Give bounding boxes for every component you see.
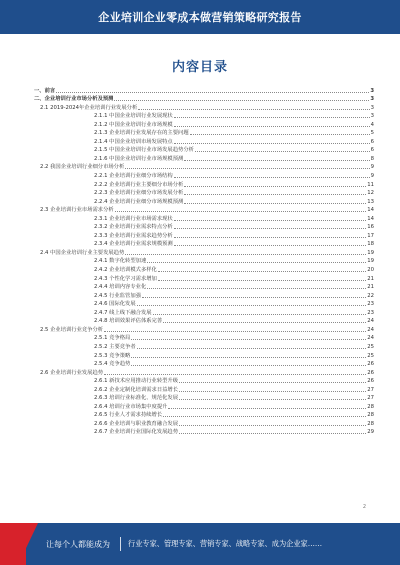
toc-leader-dots: [174, 228, 367, 229]
toc-entry-page: 3: [370, 113, 374, 120]
toc-entry[interactable]: [34, 334, 374, 343]
toc-entry-title: 2.2.1 企业培训行业细分市场结构: [94, 173, 173, 180]
toc-entry-page: 11: [367, 181, 374, 188]
toc-entry-title: 2.5.2 主要竞争者: [94, 343, 136, 350]
toc-entry[interactable]: [34, 137, 374, 146]
footer-banner: [0, 523, 400, 565]
header-banner: [0, 0, 400, 34]
toc-entry-title: 2.3.4 企业培训行业需求规模预测: [94, 241, 173, 248]
toc-entry-page: 25: [367, 352, 374, 359]
toc-leader-dots: [115, 211, 367, 212]
toc-entry[interactable]: [34, 206, 374, 215]
toc-entry-title: 2.4.4 培训内容专业化: [94, 284, 147, 291]
toc-entry[interactable]: [34, 394, 374, 403]
toc-entry[interactable]: [34, 368, 374, 377]
toc-entry-title: 2.4.5 行业监管加强: [94, 292, 141, 299]
footer-slogan: 让每个人都能成为: [46, 540, 110, 549]
toc-leader-dots: [104, 374, 366, 375]
toc-entry-page: 26: [367, 378, 374, 385]
toc-entry-page: 26: [367, 361, 374, 368]
toc-leader-dots: [125, 168, 369, 169]
toc-entry-page: 19: [367, 249, 374, 256]
toc-entry[interactable]: [34, 240, 374, 249]
toc-entry-page: 23: [367, 301, 374, 308]
toc-entry[interactable]: [34, 377, 374, 386]
toc-leader-dots: [125, 254, 366, 255]
toc-entry-title: 2.4.6 国际化发展: [94, 301, 136, 308]
toc-entry-title: 2.6 企业培训行业发展趋势: [40, 369, 104, 376]
toc-leader-dots: [174, 237, 367, 238]
toc-leader-dots: [56, 92, 369, 93]
toc-entry[interactable]: [34, 428, 374, 437]
toc-entry[interactable]: [34, 223, 374, 232]
toc-page: [20, 34, 380, 514]
report-title: 企业培训企业零成本做营销策略研究报告: [98, 11, 302, 24]
toc-entry-page: 26: [367, 369, 374, 376]
toc-entry-page: 27: [367, 386, 374, 393]
toc-leader-dots: [179, 382, 366, 383]
toc-entry-page: 24: [367, 326, 374, 333]
toc-leader-dots: [174, 245, 367, 246]
toc-entry[interactable]: [34, 325, 374, 334]
toc-entry[interactable]: [34, 146, 374, 155]
toc-entry-title: 2.1.5 中国企业培训行业市场发展趋势分析: [94, 147, 194, 154]
toc-leader-dots: [195, 151, 370, 152]
toc-entry-page: 16: [367, 224, 374, 231]
toc-entry-page: 9: [370, 173, 374, 180]
toc-leader-dots: [131, 339, 366, 340]
toc-entry-title: 2.4.1 数字化转型加速: [94, 258, 147, 265]
toc-entry-page: 13: [367, 198, 374, 205]
toc-entry-title: 2.1.4 中国企业培训市场发展特点: [94, 138, 173, 145]
toc-leader-dots: [142, 297, 366, 298]
toc-entry[interactable]: [34, 300, 374, 309]
toc-leader-dots: [147, 262, 366, 263]
toc-entry[interactable]: [34, 257, 374, 266]
toc-entry-title: 2.4 中国企业培训行业主要发展趋势: [40, 249, 125, 256]
toc-entry-title: 2.2.3 企业培训行业细分市场发展分析: [94, 190, 184, 197]
toc-leader-dots: [174, 143, 370, 144]
toc-entry[interactable]: [34, 419, 374, 428]
toc-entry-page: 24: [367, 335, 374, 342]
toc-entry-page: 20: [367, 267, 374, 274]
page-number: 2: [362, 504, 366, 510]
toc-leader-dots: [174, 126, 370, 127]
toc-list: [34, 86, 374, 436]
toc-entry[interactable]: [34, 385, 374, 394]
toc-entry-page: 6: [370, 147, 374, 154]
toc-leader-dots: [147, 288, 366, 289]
toc-entry-page: 29: [367, 429, 374, 436]
toc-entry-page: 23: [367, 309, 374, 316]
toc-leader-dots: [179, 399, 366, 400]
toc-entry[interactable]: [34, 317, 374, 326]
toc-entry[interactable]: [34, 171, 374, 180]
toc-entry[interactable]: [34, 308, 374, 317]
toc-entry-title: 二、企业培训行业市场分析及预测: [34, 96, 114, 103]
toc-entry[interactable]: [34, 95, 374, 104]
toc-entry-title: 2.6.4 培训行业市场集中度提升: [94, 403, 168, 410]
toc-entry[interactable]: [34, 103, 374, 112]
toc-heading: 内容目录: [171, 60, 228, 75]
toc-entry-page: 28: [367, 420, 374, 427]
toc-leader-dots: [114, 100, 369, 101]
toc-entry-page: 17: [367, 232, 374, 239]
toc-entry-title: 2.2.4 企业培训行业细分市场规模预测: [94, 198, 184, 205]
toc-entry-title: 2.5.3 竞争策略: [94, 352, 131, 359]
toc-leader-dots: [163, 322, 366, 323]
toc-entry-title: 2.1 2019-2024年企业培训行业发展分析: [40, 104, 138, 111]
toc-entry-title: 2.6.6 企业培训与职业教育融合发展: [94, 420, 179, 427]
toc-entry-title: 一、前言: [34, 87, 56, 94]
toc-entry-page: 3: [370, 104, 374, 111]
toc-leader-dots: [174, 177, 370, 178]
toc-entry[interactable]: [34, 180, 374, 189]
toc-entry-page: 12: [367, 190, 374, 197]
toc-entry-title: 2.3.1 企业培训行业市场需求现状: [94, 215, 173, 222]
toc-entry-page: 18: [367, 241, 374, 248]
toc-entry-page: 24: [367, 318, 374, 325]
toc-entry-title: 2.1.2 中国企业培训行业市场规模: [94, 121, 173, 128]
footer-divider: [120, 537, 121, 551]
toc-entry-title: 2.4.8 培训效果评估体系完善: [94, 318, 163, 325]
toc-entry-title: 2.5 企业培训行业竞争分析: [40, 326, 104, 333]
toc-entry[interactable]: [34, 274, 374, 283]
toc-entry[interactable]: [34, 402, 374, 411]
toc-entry-page: 9: [370, 164, 374, 171]
toc-entry-title: 2.3 企业培训行业市场需求分析: [40, 207, 114, 214]
toc-leader-dots: [184, 160, 369, 161]
toc-entry[interactable]: [34, 86, 374, 95]
toc-entry-page: 3: [370, 87, 374, 94]
toc-entry-page: 21: [367, 275, 374, 282]
toc-entry[interactable]: [34, 112, 374, 121]
toc-leader-dots: [179, 433, 366, 434]
toc-leader-dots: [163, 416, 366, 417]
toc-entry-page: 14: [367, 215, 374, 222]
toc-entry-title: 2.2.2 企业培训行业主要细分市场分析: [94, 181, 184, 188]
toc-leader-dots: [158, 280, 366, 281]
toc-entry-page: 28: [367, 403, 374, 410]
toc-entry[interactable]: [34, 214, 374, 223]
footer-tagline: 行业专家、管理专家、营销专家、战略专家、成为企业家……: [128, 539, 323, 548]
toc-entry-page: 8: [370, 155, 374, 162]
toc-leader-dots: [174, 220, 367, 221]
toc-entry[interactable]: [34, 248, 374, 257]
toc-entry-title: 2.6.1 新技术应用推动行业转型升级: [94, 378, 179, 385]
toc-leader-dots: [179, 425, 366, 426]
toc-entry-title: 2.4.3 个性化学习需求增加: [94, 275, 157, 282]
toc-entry-title: 2.1.1 中国企业培训行业发展现状: [94, 113, 173, 120]
toc-entry-page: 5: [370, 130, 374, 137]
toc-entry-page: 6: [370, 138, 374, 145]
toc-entry[interactable]: [34, 120, 374, 129]
toc-entry-page: 27: [367, 395, 374, 402]
toc-leader-dots: [179, 391, 366, 392]
toc-entry[interactable]: [34, 129, 374, 138]
toc-leader-dots: [190, 134, 370, 135]
toc-entry[interactable]: [34, 360, 374, 369]
toc-entry-page: 14: [367, 207, 374, 214]
toc-entry-title: 2.1.3 企业培训行业发展存在的主要问题: [94, 130, 189, 137]
toc-leader-dots: [168, 408, 366, 409]
toc-entry[interactable]: [34, 154, 374, 163]
toc-entry[interactable]: [34, 291, 374, 300]
toc-entry[interactable]: [34, 231, 374, 240]
toc-leader-dots: [184, 186, 366, 187]
toc-leader-dots: [137, 348, 367, 349]
toc-entry-title: 2.3.2 企业培训行业需求特点分析: [94, 224, 173, 231]
toc-entry[interactable]: [34, 342, 374, 351]
toc-entry-title: 2.6.3 培训行业标准化、规范化发展: [94, 395, 179, 402]
toc-entry[interactable]: [34, 197, 374, 206]
toc-entry-title: 2.2 我国企业培训行业细分市场分析: [40, 164, 125, 171]
toc-entry-title: 2.4.2 企业培训模式多样化: [94, 267, 157, 274]
toc-entry[interactable]: [34, 411, 374, 420]
toc-entry-page: 22: [367, 292, 374, 299]
toc-entry[interactable]: [34, 351, 374, 360]
toc-leader-dots: [138, 109, 369, 110]
toc-entry[interactable]: [34, 163, 374, 172]
toc-leader-dots: [131, 365, 366, 366]
toc-entry-title: 2.6.5 行业人才需求持续增长: [94, 412, 163, 419]
toc-leader-dots: [153, 314, 367, 315]
toc-entry[interactable]: [34, 189, 374, 198]
toc-leader-dots: [184, 194, 366, 195]
toc-entry-page: 28: [367, 412, 374, 419]
toc-entry-title: 2.1.6 中国企业培训行业市场规模预测: [94, 155, 184, 162]
toc-entry-title: 2.4.7 线上线下融合发展: [94, 309, 152, 316]
toc-entry-page: 21: [367, 284, 374, 291]
toc-entry-title: 2.6.7 企业培训行业国际化发展趋势: [94, 429, 179, 436]
toc-entry-page: 25: [367, 343, 374, 350]
toc-entry-title: 2.3.3 企业培训行业需求趋势分析: [94, 232, 173, 239]
toc-entry-page: 19: [367, 258, 374, 265]
toc-entry-title: 2.5.4 竞争趋势: [94, 361, 131, 368]
toc-entry[interactable]: [34, 283, 374, 292]
toc-leader-dots: [131, 357, 366, 358]
toc-leader-dots: [174, 117, 370, 118]
toc-leader-dots: [104, 331, 366, 332]
toc-entry-page: 4: [370, 121, 374, 128]
toc-leader-dots: [158, 271, 366, 272]
toc-leader-dots: [137, 305, 367, 306]
footer-accent-wedge: [18, 523, 38, 565]
toc-leader-dots: [184, 203, 366, 204]
toc-entry-title: 2.6.2 企业定制化培训需求日益增长: [94, 386, 179, 393]
toc-entry[interactable]: [34, 265, 374, 274]
toc-entry-title: 2.5.1 竞争格局: [94, 335, 131, 342]
toc-entry-page: 3: [370, 96, 374, 103]
